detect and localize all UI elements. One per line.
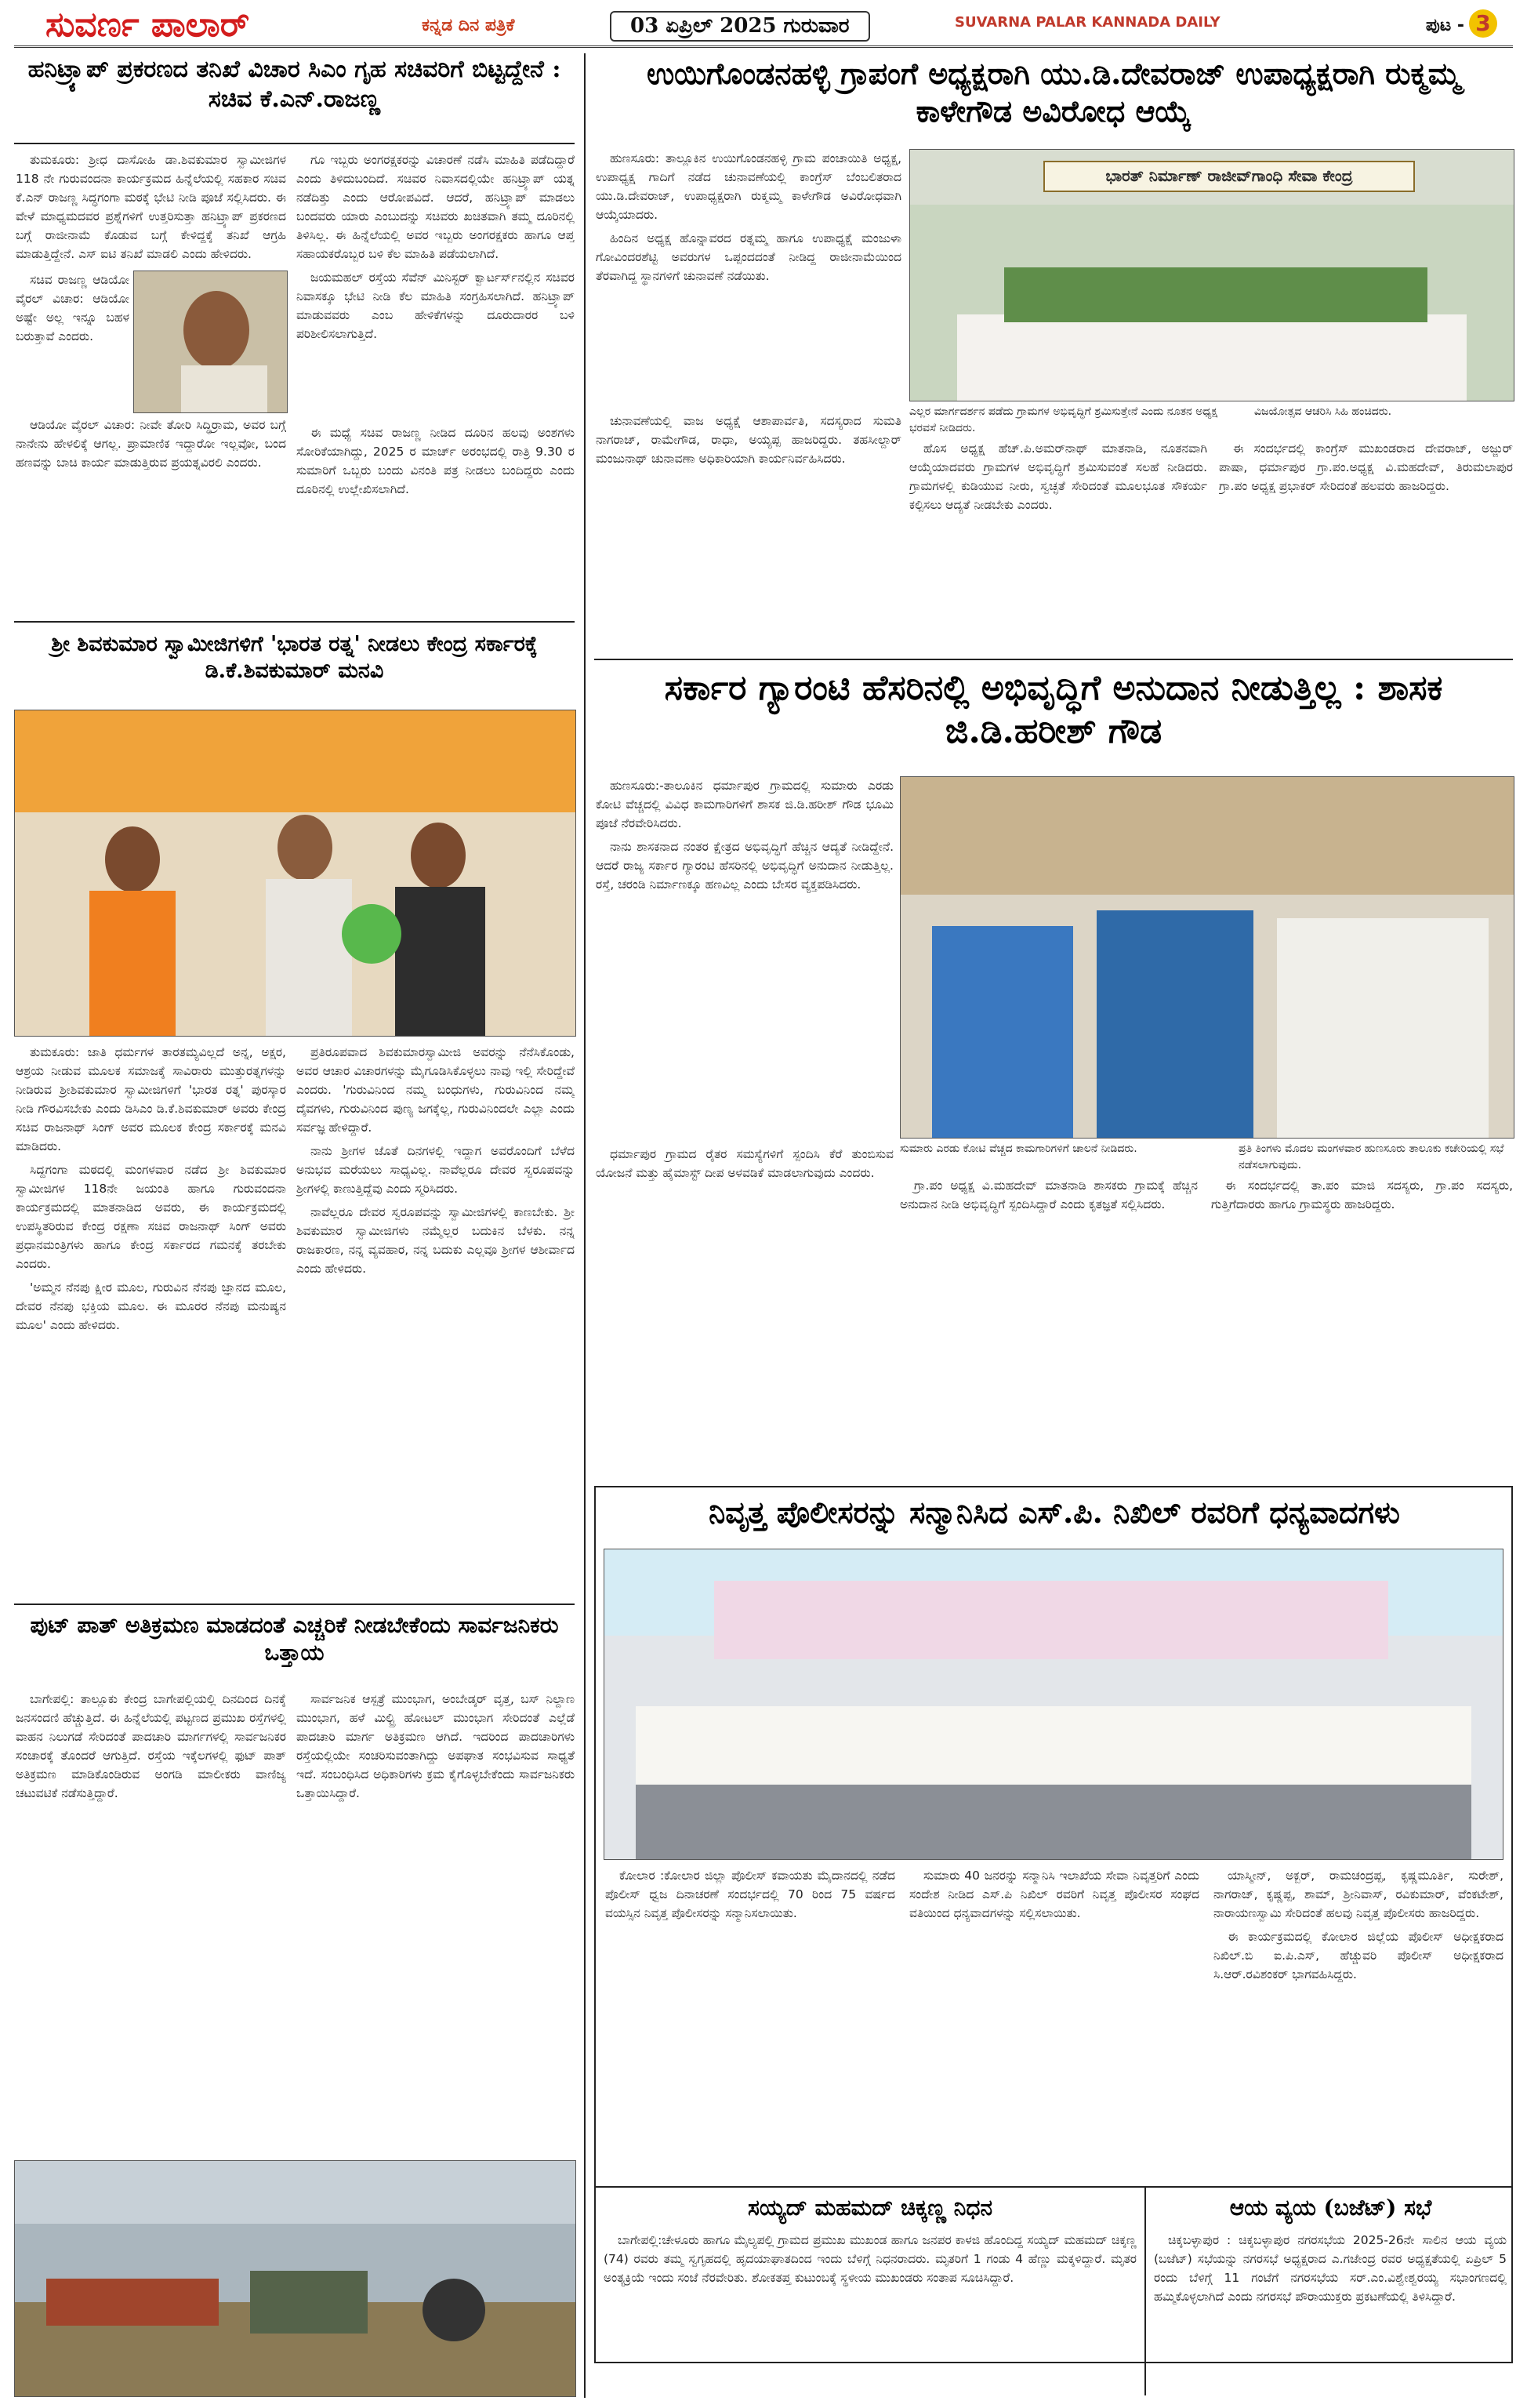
guarantee-caption-left: ಸುಮಾರು ಎರಡು ಕೋಟಿ ವೆಚ್ಚದ ಕಾಮಗಾರಿಗಳಿಗೆ ಚಾಲನೆ ನೀಡಿದರು. (900, 1142, 1137, 1155)
market-illustration (15, 2161, 575, 2396)
page-indicator (1426, 9, 1497, 38)
honeytrap-body-left (16, 151, 286, 267)
gram-panchayat-body-right (909, 439, 1207, 619)
paragraph: ನಾವೆಲ್ಲರೂ ದೇವರ ಸ್ವರೂಪವನ್ನು ಸ್ವಾಮೀಜಿಗಳಲ್ಲಿ ಕಾಣಬೇಕು. ಶ್ರೀ ಶಿವಕುಮಾರ ಸ್ವಾಮೀಜಿಗಳು ನಮ್ಮೆಲ್ಲರ ಬದುಕಿನ ಬೆಳಕು. ನನ್ನ ರಾಜಕಾರಣ, ನನ್ನ ವ್ಯವಹಾರ, ನನ್ನ ಬದುಕು ಎಲ್ಲವೂ ಶ್ರೀಗಳ ಆಶೀರ್ವಾದ ಎಂದು ಹೇಳಿದರು. (296, 1205, 575, 1277)
divider (594, 659, 1513, 660)
divider (14, 143, 575, 144)
gram-panchayat-group-photo (909, 149, 1514, 401)
page-number: 3 (1469, 9, 1497, 38)
group-illustration (604, 1549, 1503, 1859)
bharat-ratna-body-left (16, 1043, 286, 1592)
paragraph: ಬಾಗೇಪಲ್ಲಿ: ತಾಲ್ಲೂಕು ಕೇಂದ್ರ ಬಾಗೇಪಲ್ಲಿಯಲ್ಲಿ ದಿನದಿಂದ ದಿನಕ್ಕೆ ಜನಸಂದಣಿ ಹೆಚ್ಚುತ್ತಿದೆ. ಈ ಹಿನ್ನೆಲೆಯಲ್ಲಿ ಪಟ್ಟಣದ ಪ್ರಮುಖ ರಸ್ತೆಗಳಲ್ಲಿ ವಾಹನ ನಿಲುಗಡೆ ಸೇರಿದಂತೆ ಪಾದಚಾರಿ ಮಾರ್ಗಗಳಲ್ಲಿ ಸಾರ್ವಜನಿಕರ ಸಂಚಾರಕ್ಕೆ ತೊಂದರೆ ಆಗುತ್ತಿದೆ. ರಸ್ತೆಯ ಇಕ್ಕೆಲಗಳಲ್ಲಿ ಫುಟ್ ಪಾತ್ ಅತಿಕ್ರಮಣ ಮಾಡಿಕೊಂಡಿರುವ ಅಂಗಡಿ ಮಾಲೀಕರು ವಾಣಿಜ್ಯ ಚಟುವಟಿಕೆ ನಡೆಸುತ್ತಿದ್ದಾರೆ. (16, 1692, 286, 1801)
paragraph: ನಾನು ಶ್ರೀಗಳ ಜೊತೆ ದಿನಗಳಲ್ಲಿ ಇದ್ದಾಗ ಅವರೊಂದಿಗೆ ಬೆಳೆದ ಅನುಭವ ಮರೆಯಲು ಸಾಧ್ಯವಿಲ್ಲ. ನಾವೆಲ್ಲರೂ ದೇವರ ಸ್ವರೂಪವನ್ನು ಶ್ರೀಗಳಲ್ಲಿ ಕಾಣುತ್ತಿದ್ದೆವು ಎಂದು ಸ್ಮರಿಸಿದರು. (296, 1144, 575, 1197)
paragraph: ಈ ಕಾರ್ಯಕ್ರಮದಲ್ಲಿ ಕೋಲಾರ ಜಿಲ್ಲೆಯ ಪೊಲೀಸ್ ಅಧೀಕ್ಷಕರಾದ ನಿಖಿಲ್.ಬಿ ಐ.ಪಿ.ಎಸ್, ಹೆಚ್ಚುವರಿ ಪೊಲೀಸ್ ಅಧೀಕ್ಷಕರಾದ ಸಿ.ಆರ್.ರವಿಶಂಕರ್ ಭಾಗವಹಿಸಿದ್ದರು. (1213, 1930, 1503, 1982)
paragraph: ಹಿಂದಿನ ಅಧ್ಯಕ್ಷ ಹೊನ್ನಾವರದ ರತ್ನಮ್ಮ ಹಾಗೂ ಉಪಾಧ್ಯಕ್ಷೆ ಮಂಜುಳಾ ಗೋವಿಂದರಶೆಟ್ಟಿ ಅವರುಗಳ ಒಪ್ಪಂದದಂತೆ ನೀಡಿದ್ದ ರಾಜೀನಾಮೆಯಿಂದ ತೆರವಾಗಿದ್ದ ಸ್ಥಾನಗಳಿಗೆ ಚುನಾವಣೆ ನಡೆಯಿತು. (596, 231, 901, 284)
footpath-headline: ಪುಟ್ ಪಾತ್ ಅತಿಕ್ರಮಣ ಮಾಡದಂತೆ ಎಚ್ಚರಿಕೆ ನೀಡಬೇಕೆಂದು ಸಾರ್ವಜನಿಕರು ಒತ್ತಾಯ (30, 1612, 559, 1665)
paragraph: ಹುಣಸೂರು:-ತಾಲೂಕಿನ ಧರ್ಮಾಪುರ ಗ್ರಾಮದಲ್ಲಿ ಸುಮಾರು ಎರಡು ಕೋಟಿ ವೆಚ್ಚದಲ್ಲಿ ವಿವಿಧ ಕಾಮಗಾರಿಗಳಿಗೆ ಶಾಸಕ ಜಿ.ಡಿ.ಹರೀಶ್ ಗೌಡ ಭೂಮಿ ಪೂಜೆ ನೆರವೇರಿಸಿದರು. (596, 779, 894, 831)
gram-panchayat-body-right-2 (1219, 439, 1513, 619)
paragraph: 'ಅಮ್ಮನ ನೆನಪು ಕ್ಷೀರ ಮೂಲ, ಗುರುವಿನ ನೆನಪು ಜ್ಞಾನದ ಮೂಲ, ದೇವರ ನೆನಪು ಭಕ್ತಿಯ ಮೂಲ. ಈ ಮೂರರ ನೆನಪು ಮನುಷ್ಯನ ಮೂಲ' ಎಂದು ಹೇಳಿದರು. (16, 1280, 286, 1333)
honeytrap-headline: ಹನಿಟ್ರ್ಯಾಪ್ ಪ್ರಕರಣದ ತನಿಖೆ ವಿಚಾರ ಸಿಎಂ ಗೃಹ ಸಚಿವರಿಗೆ ಬಿಟ್ಟದ್ದೇನೆ : ಸಚಿವ ಕೆ.ಎನ್.ರಾಜಣ್ಣ (27, 56, 561, 113)
bharat-ratna-body-right (296, 1043, 575, 1592)
honeytrap-body-right-2 (296, 423, 575, 616)
paper-name: SUVARNA PALAR KANNADA DAILY (955, 14, 1221, 31)
gram-panchayat-headline: ಉಯಿಗೊಂಡನಹಳ್ಳಿ ಗ್ರಾಪಂಗೆ ಅಧ್ಯಕ್ಷರಾಗಿ ಯು.ಡಿ.ದೇವರಾಜ್ ಉಪಾಧ್ಯಕ್ಷರಾಗಿ ರುಕ್ಮಮ್ಮ ಕಾಳೇಗೌಡ ಅವಿರೋಧ ಆಯ್ಕೆ (646, 56, 1461, 129)
paragraph: ಗೂ ಇಬ್ಬರು ಅಂಗರಕ್ಷಕರನ್ನು ವಿಚಾರಣೆ ನಡೆಸಿ ಮಾಹಿತಿ ಪಡೆದಿದ್ದಾರೆ ಎಂದು ತಿಳಿದುಬಂದಿದೆ. ಸಚಿವರ ನಿವಾಸದಲ್ಲಿಯೇ ಹನಿಟ್ರ್ಯಾಪ್ ಯತ್ನ ನಡೆದಿತ್ತು ಎಂದು ಆರೋಪವಿದೆ. ಆದರೆ, ಹನಿಟ್ರ್ಯಾಪ್ ಮಾಡಲು ಬಂದವರು ಯಾರು ಎಂಬುದನ್ನು ಸಚಿವರು ಖಚಿತವಾಗಿ ತಮ್ಮ ದೂರಿನಲ್ಲಿ ತಿಳಿಸಿಲ್ಲ. ಈ ಹಿನ್ನೆಲೆಯಲ್ಲಿ ಅವರ ಇಬ್ಬರು ಅಂಗರಕ್ಷಕರು ಹಾಗೂ ಆಪ್ತ ಸಹಾಯಕರೊಬ್ಬರ ಬಳಿ ಕೆಲ ಮಾಹಿತಿ ಪಡೆಯಲಾಗಿದೆ. (296, 153, 575, 262)
column-divider (584, 53, 586, 2398)
paragraph: ಈ ಸಂದರ್ಭದಲ್ಲಿ ಕಾಂಗ್ರೆಸ್ ಮುಖಂಡರಾದ ದೇವರಾಜ್, ಅಜ್ಜುರ್ ಪಾಷಾ, ಧರ್ಮಾಪುರ ಗ್ರಾ.ಪಂ.ಅಧ್ಯಕ್ಷ ವಿ.ಮಹದೇವ್, ತಿರುಮಲಾಪುರ ಗ್ರಾ.ಪಂ ಅಧ್ಯಕ್ಷ ಪ್ರಭಾಕರ್ ಸೇರಿದಂತೆ ಹಲವರು ಹಾಜರಿದ್ದರು. (1219, 441, 1513, 494)
signboard: ಭಾರತ್ ನಿರ್ಮಾಣ್ ರಾಜೀವ್‌ಗಾಂಧಿ ಸೇವಾ ಕೇಂದ್ರ (1043, 161, 1415, 192)
issue-date: 03 ಏಪ್ರಿಲ್ 2025 ಗುರುವಾರ (610, 11, 870, 42)
page-label: ಪುಟ - (1425, 16, 1464, 35)
minister-portrait-photo (133, 271, 288, 413)
paragraph: ಜಯಮಹಲ್ ರಸ್ತೆಯ ಸೆವೆನ್ ಮಿನಿಸ್ಟರ್ ಕ್ವಾರ್ಟರ್ಸ್‌ನಲ್ಲಿನ ಸಚಿವರ ನಿವಾಸಕ್ಕೂ ಭೇಟಿ ನೀಡಿ ಕೆಲ ಮಾಹಿತಿ ಸಂಗ್ರಹಿಸಲಾಗಿದೆ. ಹನಿಟ್ರ್ಯಾಪ್ ಮಾಡುವವರು ಎಂಬ ಹೇಳಿಕೆಗಳನ್ನು ದೂರುದಾರರ ಬಳಿ ಪರಿಶೀಲಿಸಲಾಗುತ್ತಿದೆ. (296, 271, 575, 342)
paragraph: ಕೋಲಾರ :ಕೋಲಾರ ಜಿಲ್ಲಾ ಪೊಲೀಸ್ ಕವಾಯತು ಮೈದಾನದಲ್ಲಿ ನಡೆದ ಪೊಲೀಸ್ ಧ್ವಜ ದಿನಾಚರಣೆ ಸಂದರ್ಭದಲ್ಲಿ 70 ರಿಂದ 75 ವರ್ಷದ ವಯಸ್ಸಿನ ನಿವೃತ್ತ ಪೊಲೀಸರನ್ನು ಸನ್ಮಾನಿಸಲಾಯಿತು. (605, 1869, 895, 1921)
honeytrap-body-right (296, 151, 575, 417)
footpath-market-photo (14, 2160, 576, 2397)
paragraph: ನಾನು ಶಾಸಕನಾದ ನಂತರ ಕ್ಷೇತ್ರದ ಅಭಿವೃದ್ಧಿಗೆ ಹೆಚ್ಚಿನ ಆದ್ಯತೆ ನೀಡಿದ್ದೇನೆ. ಆದರೆ ರಾಜ್ಯ ಸರ್ಕಾರ ಗ್ಯಾರಂಟಿ ಹೆಸರಿನಲ್ಲಿ ಅಭಿವೃದ್ಧಿಗೆ ಅನುದಾನ ನೀಡುತ್ತಿಲ್ಲ. ರಸ್ತೆ, ಚರಂಡಿ ನಿರ್ಮಾಣಕ್ಕೂ ಹಣವಿಲ್ಲ ಎಂದು ಬೇಸರ ವ್ಯಕ್ತಪಡಿಸಿದರು. (596, 840, 894, 892)
divider (594, 2186, 1513, 2188)
portrait-illustration (134, 271, 287, 412)
paragraph: ಹುಣಸೂರು: ತಾಲ್ಲೂಕಿನ ಉಯಿಗೊಂಡನಹಳ್ಳಿ ಗ್ರಾಮ ಪಂಚಾಯಿತಿ ಅಧ್ಯಕ್ಷ, ಉಪಾಧ್ಯಕ್ಷ ಗಾದಿಗೆ ನಡೆದ ಚುನಾವಣೆಯಲ್ಲಿ ಕಾಂಗ್ರೆಸ್ ಬೆಂಬಲಿತರಾದ ಯು.ಡಿ.ದೇವರಾಜ್, ಉಪಾಧ್ಯಕ್ಷರಾಗಿ ರುಕ್ಮಮ್ಮ ಕಾಳೇಗೌಡ ಅವಿರೋಧವಾಗಿ ಆಯ್ಕೆಯಾದರು. (596, 151, 901, 223)
paragraph: ತುಮಕೂರು: ಜಾತಿ ಧರ್ಮಗಳ ತಾರತಮ್ಯವಿಲ್ಲದೆ ಅನ್ನ, ಅಕ್ಷರ, ಆಶ್ರಯ ನೀಡುವ ಮೂಲಕ ಸಮಾಜಕ್ಕೆ ಸಾವಿರಾರು ಮುತ್ತುರತ್ನಗಳನ್ನು ನೀಡಿರುವ ಶ್ರೀಶಿವಕುಮಾರ ಸ್ವಾಮೀಜಿಗಳಿಗೆ 'ಭಾರತ ರತ್ನ' ಪುರಸ್ಕಾರ ನೀಡಿ ಗೌರವಿಸಬೇಕು ಎಂದು ಡಿಸಿಎಂ ಡಿ.ಕೆ.ಶಿವಕುಮಾರ್ ಅವರು ಕೇಂದ್ರ ಸಚಿವ ರಾಜನಾಥ್ ಸಿಂಗ್ ಅವರ ಮೂಲಕ ಕೇಂದ್ರ ಸರ್ಕಾರಕ್ಕೆ ಮನವಿ ಮಾಡಿದರು. (16, 1045, 286, 1154)
guarantee-caption-right: ಪ್ರತಿ ತಿಂಗಳು ಮೊದಲ ಮಂಗಳವಾರ ಹುಣಸೂರು ತಾಲೂಕು ಕಚೇರಿಯಲ್ಲಿ ಸಭೆ ನಡೆಸಲಾಗುವುದು. (1239, 1142, 1504, 1171)
guarantee-event-photo (900, 776, 1514, 1139)
bharat-ratna-photo (14, 710, 576, 1037)
footpath-body-right (296, 1690, 575, 2152)
divider (14, 621, 575, 623)
paragraph: ಸಚಿವ ರಾಜಣ್ಣ ಆಡಿಯೋ ವೈರಲ್ ವಿಚಾರ: ಆಡಿಯೋ ಅಷ್ಟೇ ಅಲ್ಲ ಇನ್ನೂ ಬಹಳ ಬರುತ್ತಾವೆ ಎಂದರು. (16, 273, 129, 344)
paragraph: ಸಾರ್ವಜನಿಕ ಆಸ್ಪತ್ರೆ ಮುಂಭಾಗ, ಅಂಬೇಡ್ಕರ್ ವೃತ್ತ, ಬಸ್ ನಿಲ್ದಾಣ ಮುಂಭಾಗ, ಹಳೆ ಮಿಲ್ಟ್ರಿ ಹೋಟಲ್ ಮುಂಭಾಗ ಸೇರಿದಂತೆ ಎಲ್ಲೆಡೆ ಪಾದಚಾರಿ ಮಾರ್ಗ ಅತಿಕ್ರಮಣ ಆಗಿದೆ. ಇದರಿಂದ ಪಾದಚಾರಿಗಳು ರಸ್ತೆಯಲ್ಲಿಯೇ ಸಂಚರಿಸುವಂತಾಗಿದ್ದು ಅಪಘಾತ ಸಂಭವಿಸುವ ಸಾಧ್ಯತೆ ಇದೆ. ಸಂಬಂಧಿಸಿದ ಅಧಿಕಾರಿಗಳು ಕ್ರಮ ಕೈಗೊಳ್ಳಬೇಕೆಂದು ಸಾರ್ವಜನಿಕರು ಒತ್ತಾಯಿಸಿದ್ದಾರೆ. (296, 1692, 575, 1801)
guarantee-headline: ಸರ್ಕಾರ ಗ್ಯಾರಂಟಿ ಹೆಸರಿನಲ್ಲಿ ಅಭಿವೃದ್ಧಿಗೆ ಅನುದಾನ ನೀಡುತ್ತಿಲ್ಲ : ಶಾಸಕ ಜಿ.ಡಿ.ಹರೀಶ್ ಗೌಡ (664, 668, 1443, 751)
masthead (14, 6, 1513, 48)
event-illustration (15, 710, 575, 1036)
guarantee-body-left-2 (596, 1145, 894, 1466)
guarantee-body-left (596, 776, 894, 1137)
gram-panchayat-body-left (596, 149, 901, 408)
paragraph: ಗ್ರಾ.ಪಂ ಅಧ್ಯಕ್ಷ ವಿ.ಮಹದೇವ್ ಮಾತನಾಡಿ ಶಾಸಕರು ಗ್ರಾಮಕ್ಕೆ ಹೆಚ್ಚಿನ ಅನುದಾನ ನೀಡಿ ಅಭಿವೃದ್ಧಿಗೆ ಸ್ಪಂದಿಸಿದ್ದಾರೆ ಎಂದು ಕೃತಜ್ಞತೆ ಸಲ್ಲಿಸಿದರು. (900, 1179, 1198, 1212)
paragraph: ಈ ಸಂದರ್ಭದಲ್ಲಿ ತಾ.ಪಂ ಮಾಜಿ ಸದಸ್ಯರು, ಗ್ರಾ.ಪಂ ಸದಸ್ಯರು, ಗುತ್ತಿಗೆದಾರರು ಹಾಗೂ ಗ್ರಾಮಸ್ಥರು ಹಾಜರಿದ್ದರು. (1211, 1179, 1513, 1212)
event-illustration (901, 777, 1514, 1138)
paragraph: ಚುನಾವಣೆಯಲ್ಲಿ ವಾಜ ಅಧ್ಯಕ್ಷೆ ಆಶಾಪಾರ್ವತಿ, ಸದಸ್ಯರಾದ ಸುಮತಿ ನಾಗರಾಜ್, ರಾಮೇಗೌಡ, ರಾಧಾ, ಅಯ್ಯಪ್ಪ ಹಾಜರಿದ್ದರು. ತಹಸೀಲ್ದಾರ್ ಮಂಜುನಾಥ್ ಚುನಾವಣಾ ಅಧಿಕಾರಿಯಾಗಿ ಕಾರ್ಯನಿರ್ವಹಿಸಿದರು. (596, 414, 901, 467)
column-divider (1144, 2188, 1146, 2395)
paragraph: ಸುಮಾರು 40 ಜನರನ್ನು ಸನ್ಮಾನಿಸಿ ಇಲಾಖೆಯ ಸೇವಾ ನಿವೃತ್ತರಿಗೆ ಎಂದು ಸಂದೇಶ ನೀಡಿದ ಎಸ್.ಪಿ ನಿಖಿಲ್ ರವರಿಗೆ ನಿವೃತ್ತ ಪೊಲೀಸರ ಸಂಘದ ವತಿಯಿಂದ ಧನ್ಯವಾದಗಳನ್ನು ಸಲ್ಲಿಸಲಾಯಿತು. (909, 1869, 1199, 1921)
footpath-body-left (16, 1690, 286, 2152)
paragraph: ಪ್ರತಿರೂಪವಾದ ಶಿವಕುಮಾರಸ್ವಾಮೀಜಿ ಅವರನ್ನು ನೆನೆಸಿಕೊಂಡು, ಅವರ ಆಚಾರ ವಿಚಾರಗಳನ್ನು ಮೈಗೂಡಿಸಿಕೊಳ್ಳಲು ನಾವು ಇಲ್ಲಿ ಸೇರಿದ್ದೇವೆ ಎಂದರು. 'ಗುರುವಿನಿಂದ ನಮ್ಮ ಬಂಧುಗಳು, ಗುರುವಿನಿಂದ ನಮ್ಮ ದೈವಗಳು, ಗುರುವಿನಿಂದ ಪುಣ್ಯ ಜಗಕ್ಕೆಲ್ಲ, ಗುರುವಿನಿಂದಲೇ ಎಲ್ಲಾ ಎಂದು ಸರ್ವಜ್ಞ ಹೇಳಿದ್ದಾರೆ. (296, 1045, 575, 1135)
police-headline: ನಿವೃತ್ತ ಪೊಲೀಸರನ್ನು ಸನ್ಮಾನಿಸಿದ ಎಸ್.ಪಿ. ನಿಖಿಲ್ ರವರಿಗೆ ಧನ್ಯವಾದಗಳು (709, 1495, 1400, 1530)
paragraph: ಈ ಮಧ್ಯೆ ಸಚಿವ ರಾಜಣ್ಣ ನೀಡಿದ ದೂರಿನ ಹಲವು ಅಂಶಗಳು ಸೋರಿಕೆಯಾಗಿದ್ದು, 2025 ರ ಮಾರ್ಚ್ ಅರಂಭದಲ್ಲಿ ರಾತ್ರಿ 9.30 ರ ಸುಮಾರಿಗೆ ಒಬ್ಬರು ಬಂದು ವಿನಂತಿ ಪತ್ರ ನೀಡಲು ಬಂದಿದ್ದರು ಎಂದು ದೂರಿನಲ್ಲಿ ಉಲ್ಲೇಖಿಸಲಾಗಿದೆ. (296, 426, 575, 497)
divider (14, 1604, 575, 1605)
brand-tagline: ಕನ್ನಡ ದಿನ ಪತ್ರಿಕೆ (422, 16, 515, 35)
obituary-headline: ಸಯ್ಯದ್ ಮಹಮದ್ ಚಿಕ್ಕಣ್ಣ ನಿಧನ (747, 2195, 993, 2221)
gram-panchayat-caption-left: ಎಲ್ಲರ ಮಾರ್ಗದರ್ಶನ ಪಡೆದು ಗ್ರಾಮಗಳ ಅಭಿವೃದ್ಧಿಗೆ ಶ್ರಮಿಸುತ್ತೇನೆ ಎಂದು ನೂತನ ಅಧ್ಯಕ್ಷ ಭರವಸೆ ನೀಡಿದರು. (909, 405, 1218, 434)
paragraph: ಆಡಿಯೋ ವೈರಲ್ ವಿಚಾರ: ನೀವೇ ತೋರಿ ಸಿದ್ಧಿರ್ರಾಮ, ಅವರ ಬಗ್ಗೆ ನಾನೇನು ಹೇಳಲಿಕ್ಕೆ ಆಗಲ್ಲ. ಪ್ರಾಮಾಣಿಕ ಇದ್ದಾರೋ ಇಲ್ಲವೋ, ಬಂದ ಹಣವನ್ನು ಬಾಚಿ ಕಾರ್ಯ ಮಾಡುತ್ತಿರುವ ಪ್ರಯತ್ನವಿರಲಿ ಎಂದರು. (16, 418, 286, 470)
gram-panchayat-body-left-2 (596, 412, 901, 619)
budget-headline: ಆಯ ವ್ಯಯ (ಬಜೆಟ್) ಸಭೆ (1229, 2195, 1432, 2221)
guarantee-body-mid (900, 1176, 1198, 1466)
brand-title: ಸುವರ್ಣ ಪಾಲಾರ್ (45, 5, 250, 45)
paragraph: ಹೊಸ ಅಧ್ಯಕ್ಷ ಹೆಚ್.ಪಿ.ಅಮರ್‌ನಾಥ್ ಮಾತನಾಡಿ, ನೂತನವಾಗಿ ಆಯ್ಕೆಯಾದವರು ಗ್ರಾಮಗಳ ಅಭಿವೃದ್ಧಿಗೆ ಶ್ರಮಿಸುವಂತೆ ಸಲಹೆ ನೀಡಿದರು. ಗ್ರಾಮಗಳಲ್ಲಿ ಕುಡಿಯುವ ನೀರು, ಸ್ವಚ್ಛತೆ ಸೇರಿದಂತೆ ಮೂಲಭೂತ ಸೌಕರ್ಯ ಕಲ್ಪಿಸಲು ಆದ್ಯತೆ ನೀಡಬೇಕು ಎಂದರು. (909, 441, 1207, 513)
honeytrap-body-left-2 (16, 416, 286, 616)
guarantee-body-right (1211, 1176, 1513, 1466)
obituary-body (604, 2231, 1137, 2395)
police-group-photo (604, 1549, 1503, 1860)
gram-panchayat-caption-right: ವಿಜಯೋತ್ಸವ ಆಚರಿಸಿ ಸಿಹಿ ಹಂಚಿದರು. (1254, 405, 1392, 418)
paragraph: ಯಾಸ್ಮೀನ್, ಅಕ್ಬರ್, ರಾಮಚಂದ್ರಪ್ಪ, ಕೃಷ್ಣಮೂರ್ತಿ, ಸುರೇಶ್, ನಾಗರಾಜ್, ಕೃಷ್ಣಪ್ಪ, ಶಾಮ್, ಶ್ರೀನಿವಾಸ್, ರವಿಕುಮಾರ್, ವೆಂಕಟೇಶ್, ನಾರಾಯಣಸ್ವಾಮಿ ಸೇರಿದಂತೆ ಹಲವು ನಿವೃತ್ತ ಪೊಲೀಸರು ಹಾಜರಿದ್ದರು. (1213, 1869, 1503, 1921)
bharat-ratna-headline: ಶ್ರೀ ಶಿವಕುಮಾರ ಸ್ವಾಮೀಜಿಗಳಿಗೆ 'ಭಾರತ ರತ್ನ' ನೀಡಲು ಕೇಂದ್ರ ಸರ್ಕಾರಕ್ಕೆ ಡಿ.ಕೆ.ಶಿವಕುಮಾರ್ ಮನವಿ (51, 632, 538, 683)
paragraph: ಚಿಕ್ಕಬಳ್ಳಾಪುರ : ಚಿಕ್ಕಬಳ್ಳಾಪುರ ನಗರಸಭೆಯ 2025-26ನೇ ಸಾಲಿನ ಆಯ ವ್ಯಯ (ಬಜೆಟ್) ಸಭೆಯನ್ನು ನಗರಸಭೆ ಅಧ್ಯಕ್ಷರಾದ ಎ.ಗಜೇಂದ್ರ ರವರ ಅಧ್ಯಕ್ಷತೆಯಲ್ಲಿ ಏಪ್ರಿಲ್ 5 ರಂದು ಬೆಳಿಗ್ಗೆ 11 ಗಂಟೆಗೆ ನಗರಸಭೆಯ ಸರ್.ಎಂ.ವಿಶ್ವೇಶ್ವರಯ್ಯ ಸಭಾಂಗಣದಲ್ಲಿ ಹಮ್ಮಿಕೊಳ್ಳಲಾಗಿದೆ ಎಂದು ನಗರಸಭೆ ಪೌರಾಯುಕ್ತರು ಪ್ರಕಟಣೆಯಲ್ಲಿ ತಿಳಿಸಿದ್ದಾರೆ. (1154, 2233, 1507, 2304)
honeytrap-body-left-wrap (16, 271, 129, 412)
paragraph: ಧರ್ಮಾಪುರ ಗ್ರಾಮದ ರೈತರ ಸಮಸ್ಯೆಗಳಿಗೆ ಸ್ಪಂದಿಸಿ ಕೆರೆ ತುಂಬಿಸುವ ಯೋಜನೆ ಮತ್ತು ಹೈಮಾಸ್ಟ್ ದೀಪ ಅಳವಡಿಕೆ ಮಾಡಲಾಗುವುದು ಎಂದರು. (596, 1147, 894, 1181)
paragraph: ಸಿದ್ದಗಂಗಾ ಮಠದಲ್ಲಿ ಮಂಗಳವಾರ ನಡೆದ ಶ್ರೀ ಶಿವಕುಮಾರ ಸ್ವಾಮೀಜಿಗಳ 118ನೇ ಜಯಂತಿ ಹಾಗೂ ಗುರುವಂದನಾ ಕಾರ್ಯಕ್ರಮದಲ್ಲಿ ಮಾತನಾಡಿದ ಅವರು, ಈ ಕಾರ್ಯಕ್ರಮದಲ್ಲಿ ಉಪಸ್ಥಿತರಿರುವ ಕೇಂದ್ರ ರಕ್ಷಣಾ ಸಚಿವ ರಾಜನಾಥ್ ಸಿಂಗ್ ಅವರು ಪ್ರಧಾನಮಂತ್ರಿಗಳು ಹಾಗೂ ಕೇಂದ್ರ ಸರ್ಕಾರದ ಗಮನಕ್ಕೆ ತರಬೇಕು ಎಂದರು. (16, 1163, 286, 1272)
paragraph: ತುಮಕೂರು: ಶ್ರೀಧ ದಾಸೋಹಿ ಡಾ.ಶಿವಕುಮಾರ ಸ್ವಾಮೀಜಿಗಳ 118 ನೇ ಗುರುವಂದನಾ ಕಾರ್ಯಕ್ರಮದ ಹಿನ್ನೆಲೆಯಲ್ಲಿ ಸಹಕಾರ ಸಚಿವ ಕೆ.ಎನ್ ರಾಜಣ್ಣ ಸಿದ್ಧಗಂಗಾ ಮಠಕ್ಕೆ ಭೇಟಿ ನೀಡಿ ಪೂಜೆ ಸಲ್ಲಿಸಿದರು. ಈ ವೇಳೆ ಮಾಧ್ಯಮದವರ ಪ್ರಶ್ನೆಗಳಿಗೆ ಉತ್ತರಿಸುತ್ತಾ ಹನಿಟ್ರ್ಯಾಪ್ ಪ್ರಕರಣದ ಬಗ್ಗೆ ರಾಜೀನಾಮೆ ಕೊಡುವ ಬಗ್ಗೆ ಕೇಳಿದ್ದಕ್ಕೆ ತನಿಖೆ ಆಗ್ರಹಿ ಮಾಡುತ್ತಿದ್ದೇನೆ. ಎಸ್ ಐಟಿ ತನಿಖೆ ಮಾಡಲಿ ಎಂದು ಹೇಳಿದರು. (16, 153, 286, 262)
budget-body (1154, 2231, 1507, 2395)
paragraph: ಬಾಗೇಪಲ್ಲಿ:ಚೇಳೂರು ಹಾಗೂ ಮೈಲ್ಯಪಲ್ಲಿ ಗ್ರಾಮದ ಪ್ರಮುಖ ಮುಖಂಡ ಹಾಗೂ ಜನಪರ ಕಾಳಜಿ ಹೊಂದಿದ್ದ ಸಯ್ಯದ್ ಮಹಮದ್ ಚಿಕ್ಕಣ್ಣ (74) ರವರು ತಮ್ಮ ಸ್ವಗೃಹದಲ್ಲಿ ಹೃದಯಾಘಾತದಿಂದ ಇಂದು ಬೆಳಿಗ್ಗೆ ನಿಧನರಾದರು. ಮೃತರಿಗೆ 1 ಗಂಡು 4 ಹೆಣ್ಣು ಮಕ್ಕಳಿದ್ದಾರೆ. ಮೃತರ ಅಂತ್ಯಕ್ರಿಯೆ ಇಂದು ಸಂಜೆ ನೆರವೇರಿತು. ಶೋಕತಪ್ತ ಕುಟುಂಬಕ್ಕೆ ಸ್ಥಳೀಯ ಮುಖಂಡರು ಸಂತಾಪ ಸೂಚಿಸಿದ್ದಾರೆ. (604, 2233, 1137, 2286)
